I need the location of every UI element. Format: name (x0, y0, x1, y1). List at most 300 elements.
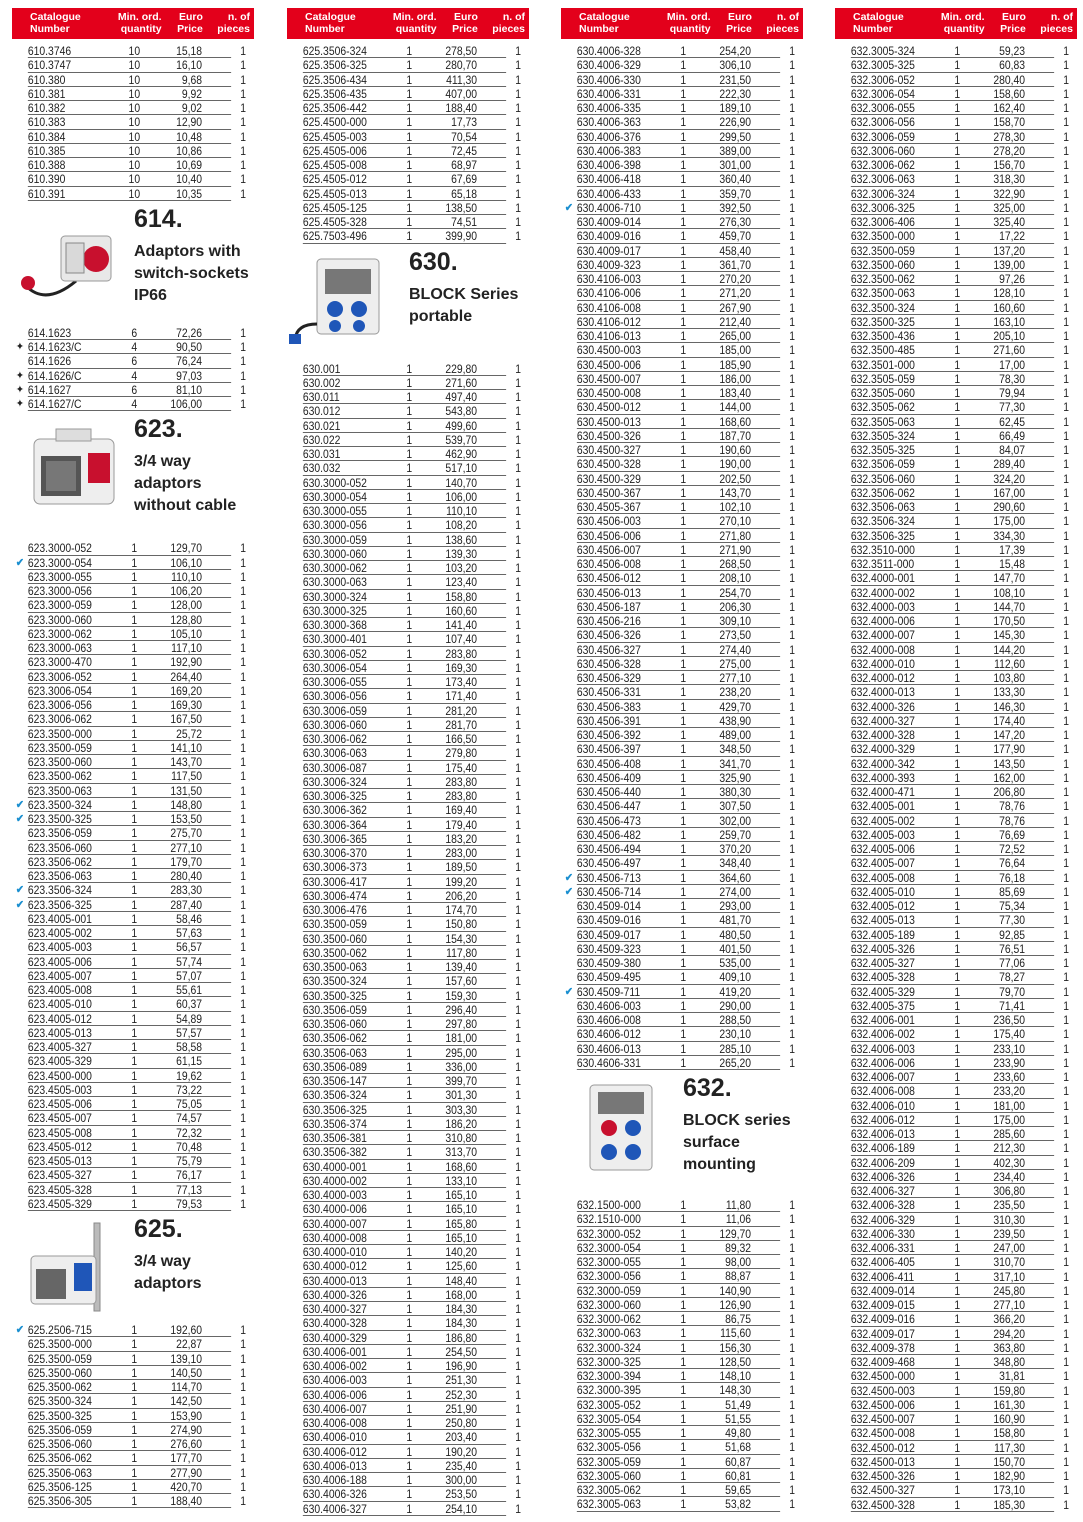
row-marker (561, 472, 577, 486)
pieces: 1 (240, 698, 247, 712)
table-row (835, 1056, 1077, 1070)
pieces: 1 (240, 1097, 247, 1111)
min-order-quantity: 1 (406, 404, 413, 419)
catalogue-number: 632.4006-001 (850, 1013, 915, 1027)
table-row (835, 814, 1077, 828)
pieces: 1 (515, 760, 522, 775)
row-marker (561, 514, 577, 528)
min-order-quantity: 1 (954, 457, 961, 472)
euro-price: 185,30 (993, 1497, 1026, 1512)
pieces: 1 (1063, 1426, 1070, 1441)
row-marker (561, 343, 577, 357)
row-marker (561, 158, 577, 172)
min-order-quantity: 1 (406, 172, 413, 187)
euro-price: 138,60 (445, 532, 478, 547)
row-marker (561, 685, 577, 699)
table-row (561, 472, 803, 486)
row-marker (835, 942, 851, 956)
row-marker (287, 376, 303, 390)
table-row (287, 675, 529, 689)
catalogue-number: 623.4005-327 (27, 1040, 92, 1054)
euro-price: 117,80 (446, 945, 478, 960)
table-row (835, 87, 1077, 101)
pieces: 1 (1063, 1255, 1070, 1270)
pieces: 1 (1063, 1127, 1070, 1141)
catalogue-number: 632.4500-008 (850, 1426, 915, 1441)
table-row (561, 144, 803, 158)
catalogue-number: 630.3006-062 (302, 732, 367, 746)
euro-price: 235,50 (993, 1198, 1026, 1213)
min-order-quantity: 1 (954, 400, 961, 415)
pieces: 1 (240, 954, 247, 969)
euro-price: 300,00 (445, 1473, 478, 1487)
pieces: 1 (515, 1002, 522, 1017)
min-order-quantity: 6 (131, 354, 138, 369)
description-line: surface (683, 1134, 740, 1151)
min-order-quantity: 1 (131, 883, 138, 898)
catalogue-number: 630.3006-325 (302, 789, 367, 803)
catalogue-number: 625.7503-496 (302, 229, 367, 244)
row-marker (835, 1113, 851, 1127)
row-marker (12, 969, 28, 983)
euro-price: 142,50 (170, 1394, 203, 1409)
catalogue-number: 610.3746 (27, 44, 72, 58)
euro-price: 128,50 (719, 1354, 752, 1369)
euro-price: 283,00 (445, 846, 478, 860)
table-row (287, 1274, 529, 1288)
table-row (835, 757, 1077, 771)
pieces: 1 (1063, 257, 1070, 272)
euro-price: 265,00 (719, 329, 752, 343)
pieces: 1 (515, 1145, 522, 1160)
min-order-quantity: 1 (954, 1070, 961, 1084)
row-marker (287, 215, 303, 229)
catalogue-number: 632.4000-393 (850, 770, 915, 785)
pieces: 1 (789, 443, 796, 457)
min-order-quantity: 1 (406, 475, 413, 490)
pieces: 1 (240, 1139, 247, 1154)
table-row (835, 1369, 1077, 1383)
catalogue-number: 610.380 (27, 72, 66, 87)
table-row (12, 798, 254, 812)
min-order-quantity: 1 (954, 215, 961, 229)
pieces: 1 (789, 1198, 796, 1212)
euro-price: 117,30 (994, 1440, 1026, 1455)
euro-price: 129,70 (170, 541, 203, 556)
euro-price: 110,10 (446, 504, 478, 518)
pieces: 1 (789, 927, 796, 942)
min-order-quantity: 1 (406, 1501, 413, 1516)
pieces: 1 (1063, 329, 1070, 343)
min-order-quantity: 1 (131, 1337, 138, 1352)
min-order-quantity: 1 (406, 774, 413, 789)
row-marker (561, 956, 577, 970)
catalogue-number: 632.4006-209 (850, 1155, 915, 1170)
euro-price: 293,00 (719, 899, 752, 913)
min-order-quantity: 1 (406, 1302, 413, 1316)
table-row (12, 670, 254, 684)
table-row (561, 514, 803, 528)
min-order-quantity: 1 (680, 143, 687, 158)
row-marker (287, 889, 303, 903)
row-marker (12, 784, 28, 798)
euro-price: 129,70 (719, 1226, 752, 1241)
row-marker (835, 115, 851, 129)
min-order-quantity: 1 (954, 557, 961, 571)
table-row (835, 885, 1077, 899)
row-marker (287, 73, 303, 87)
pieces: 1 (789, 785, 796, 799)
euro-price: 17,00 (999, 357, 1026, 372)
row-marker (835, 1284, 851, 1298)
table-row (835, 871, 1077, 885)
euro-price: 205,10 (993, 329, 1026, 343)
pieces: 1 (789, 756, 796, 771)
catalogue-number: 632.3506-060 (850, 471, 915, 486)
min-order-quantity: 1 (680, 827, 687, 842)
min-order-quantity: 1 (680, 314, 687, 329)
catalogue-number: 630.4000-003 (302, 1188, 367, 1202)
min-order-quantity: 1 (406, 974, 413, 989)
pieces: 1 (1063, 1212, 1070, 1227)
pieces: 1 (515, 603, 522, 618)
min-order-quantity: 1 (406, 817, 413, 832)
row-marker (12, 769, 28, 783)
catalogue-number: 630.3006-060 (302, 717, 367, 732)
min-order-quantity: 1 (954, 158, 961, 172)
table-row (835, 315, 1077, 329)
catalogue-number: 632.4006-327 (850, 1184, 915, 1198)
row-marker (835, 1341, 851, 1355)
pieces: 1 (1063, 1340, 1070, 1355)
euro-price: 203,40 (445, 1430, 478, 1445)
min-order-quantity: 1 (406, 158, 413, 172)
price-header: Euro Price (1000, 11, 1026, 35)
euro-price: 206,80 (993, 785, 1026, 799)
min-order-quantity: 1 (954, 1340, 961, 1355)
table-row (561, 742, 803, 756)
min-order-quantity: 1 (406, 361, 413, 376)
pieces: 1 (1063, 314, 1070, 329)
euro-price: 86,75 (725, 1312, 752, 1326)
catalogue-number: 630.4509-711 (576, 984, 641, 999)
min-order-quantity: 1 (680, 856, 687, 871)
product-image (16, 421, 126, 521)
min-order-quantity: 1 (954, 799, 961, 814)
min-order-quantity: 1 (131, 669, 138, 684)
table-row (835, 73, 1077, 87)
catalogue-number: 625.4505-006 (302, 143, 367, 158)
row-marker (287, 115, 303, 129)
pieces: 1 (240, 1025, 247, 1040)
pieces: 1 (1063, 1198, 1070, 1213)
table-row (561, 1426, 803, 1440)
euro-price: 310,80 (445, 1131, 478, 1145)
table-row (561, 657, 803, 671)
euro-price: 147,70 (993, 571, 1026, 586)
row-marker (561, 1298, 577, 1312)
pieces: 1 (240, 854, 247, 869)
min-order-quantity: 1 (954, 1355, 961, 1369)
table-row (835, 571, 1077, 585)
min-order-quantity: 1 (406, 732, 413, 746)
row-marker (287, 1245, 303, 1259)
euro-price: 51,55 (725, 1411, 752, 1426)
table-row (12, 58, 254, 72)
euro-price: 402,30 (993, 1155, 1026, 1170)
min-order-quantity: 1 (131, 655, 138, 670)
pieces: 1 (515, 1116, 522, 1131)
euro-price: 166,50 (445, 732, 478, 746)
row-marker (835, 457, 851, 471)
pieces: 1 (240, 940, 247, 955)
min-order-quantity: 1 (131, 1465, 138, 1480)
table-row (561, 685, 803, 699)
min-order-quantity: 1 (131, 911, 138, 926)
min-order-quantity: 1 (131, 541, 138, 556)
pieces: 1 (515, 86, 522, 101)
min-order-quantity: 1 (954, 642, 961, 657)
table-row (287, 590, 529, 604)
table-row (561, 529, 803, 543)
euro-price: 202,50 (719, 471, 752, 486)
pieces: 1 (1063, 215, 1070, 229)
min-order-quantity: 1 (680, 813, 687, 828)
pieces: 1 (515, 1245, 522, 1259)
pieces: 1 (1063, 286, 1070, 301)
pieces: 1 (1063, 72, 1070, 87)
min-order-quantity: 1 (954, 813, 961, 828)
table-row (561, 258, 803, 272)
pieces: 1 (515, 518, 522, 533)
pieces: 1 (1063, 642, 1070, 657)
pieces: 1 (789, 72, 796, 87)
euro-price: 271,80 (719, 528, 752, 543)
row-marker (12, 1012, 28, 1026)
table-row (12, 784, 254, 798)
euro-price: 89,32 (725, 1240, 752, 1255)
catalogue-number: 632.4005-002 (850, 813, 915, 828)
table-row (12, 1337, 254, 1351)
row-marker (287, 1074, 303, 1088)
min-order-quantity: 1 (680, 1454, 687, 1469)
euro-price: 359,70 (719, 186, 752, 201)
table-row (835, 358, 1077, 372)
table-row (12, 1366, 254, 1380)
row-marker (561, 1326, 577, 1340)
table-row (561, 714, 803, 728)
euro-price: 185,90 (719, 357, 752, 372)
pieces: 1 (515, 1430, 522, 1445)
table-row (287, 789, 529, 803)
min-order-quantity: 1 (954, 1469, 961, 1483)
euro-price: 143,70 (719, 485, 752, 500)
table-row (561, 728, 803, 742)
pieces: 1 (1063, 713, 1070, 728)
pieces: 1 (515, 432, 522, 447)
euro-price: 158,60 (993, 86, 1026, 101)
table-row (561, 329, 803, 343)
pieces: 1 (240, 669, 247, 684)
table-row (835, 1426, 1077, 1440)
euro-price: 66,49 (999, 428, 1026, 443)
euro-price: 190,00 (719, 457, 752, 472)
pieces: 1 (789, 941, 796, 956)
min-order-quantity: 1 (131, 1054, 138, 1069)
pieces: 1 (789, 742, 796, 757)
row-marker (835, 1483, 851, 1497)
euro-price: 318,30 (993, 172, 1026, 187)
min-order-quantity: 10 (128, 186, 141, 201)
pieces: 1 (240, 997, 247, 1012)
row-marker (287, 946, 303, 960)
row-marker (12, 1409, 28, 1423)
table-row (835, 1070, 1077, 1084)
catalogue-number: 630.3006-365 (302, 831, 367, 846)
row-marker (835, 885, 851, 899)
euro-price: 58,46 (176, 911, 203, 926)
catalogue-number: 614.1627 (27, 382, 72, 397)
min-order-quantity: 1 (680, 1283, 687, 1298)
catalogue-number: 632.4006-326 (850, 1169, 915, 1184)
row-marker (561, 315, 577, 329)
min-order-quantity: 1 (680, 713, 687, 728)
pieces: 1 (789, 970, 796, 985)
min-order-quantity: 1 (954, 1497, 961, 1512)
pieces: 1 (515, 1230, 522, 1245)
row-marker (835, 1327, 851, 1341)
catalogue-number: 614.1626/C (27, 368, 82, 383)
table-row (561, 1341, 803, 1355)
table-row (835, 172, 1077, 186)
catalogue-number: 630.4006-327 (302, 1501, 367, 1516)
table-row (835, 1327, 1077, 1341)
table-row (835, 201, 1077, 215)
table-row (12, 955, 254, 969)
euro-price: 181,00 (445, 1031, 478, 1046)
min-order-quantity: 1 (954, 742, 961, 757)
catalogue-number: 630.002 (302, 375, 341, 390)
table-row (287, 87, 529, 101)
row-marker (287, 447, 303, 461)
catalogue-number: 632.4006-010 (850, 1098, 915, 1113)
euro-price: 285,10 (719, 1041, 752, 1056)
euro-price: 72,52 (999, 842, 1026, 856)
min-order-quantity: 1 (131, 598, 138, 613)
catalogue-number: 630.4506-392 (576, 728, 641, 742)
pieces: 1 (789, 713, 796, 728)
catalogue-number: 630.3006-054 (302, 660, 367, 675)
table-row (287, 1217, 529, 1231)
pieces: 1 (240, 72, 247, 87)
catalogue-number: 632.3500-000 (850, 229, 915, 244)
pieces: 1 (515, 1302, 522, 1316)
euro-price: 169,30 (445, 660, 478, 675)
euro-price: 90,50 (176, 340, 203, 354)
catalogue-number: 630.4606-008 (576, 1013, 641, 1027)
euro-price: 144,00 (719, 400, 752, 415)
pieces: 1 (515, 200, 522, 215)
euro-price: 290,00 (719, 998, 752, 1013)
pieces: 1 (1063, 699, 1070, 714)
euro-price: 62,45 (999, 414, 1026, 429)
min-order-quantity: 1 (680, 457, 687, 472)
table-row (835, 500, 1077, 514)
pieces: 1 (240, 115, 247, 130)
catalogue-number: 630.3006-055 (302, 675, 367, 689)
min-order-quantity: 1 (406, 1088, 413, 1103)
table-row (287, 1245, 529, 1259)
min-order-quantity: 1 (406, 561, 413, 575)
table-row (561, 244, 803, 258)
catalogue-number: 630.3006-063 (302, 746, 367, 761)
pieces: 1 (1063, 742, 1070, 757)
row-marker (287, 187, 303, 201)
pieces: 1 (789, 229, 796, 244)
table-row (561, 500, 803, 514)
pieces: 1 (789, 400, 796, 415)
euro-price: 280,70 (445, 58, 478, 73)
min-order-quantity: 1 (954, 956, 961, 970)
pieces: 1 (789, 1483, 796, 1497)
row-marker (287, 875, 303, 889)
min-order-quantity: 1 (680, 1055, 687, 1070)
euro-price: 254,10 (445, 1501, 478, 1516)
catalogue-number: 630.3506-381 (302, 1131, 367, 1145)
min-order-quantity: 1 (680, 927, 687, 942)
table-row (835, 329, 1077, 343)
pieces: 1 (515, 632, 522, 647)
min-order-quantity: 1 (954, 998, 961, 1013)
min-order-quantity: 10 (128, 44, 141, 58)
catalogue-number: 632.4500-327 (850, 1483, 915, 1498)
row-marker (287, 846, 303, 860)
catalogue-number: 632.3500-062 (850, 272, 915, 286)
row-marker (835, 1056, 851, 1070)
row-marker (835, 614, 851, 628)
table-row (835, 928, 1077, 942)
euro-price: 274,00 (719, 884, 752, 899)
pieces: 1 (515, 447, 522, 461)
pieces: 1 (240, 726, 247, 741)
euro-price: 156,70 (993, 158, 1026, 172)
row-marker (835, 657, 851, 671)
catalogue-number: 632.4006-189 (850, 1141, 915, 1156)
catalogue-number: 632.4005-008 (850, 870, 915, 885)
row-marker (561, 244, 577, 258)
row-marker (287, 1459, 303, 1473)
min-order-quantity: 1 (131, 1097, 138, 1111)
min-order-quantity: 1 (131, 854, 138, 869)
table-row (12, 1012, 254, 1026)
catalogue-number: 632.4005-012 (850, 899, 915, 913)
row-marker (287, 1416, 303, 1430)
euro-price: 65,18 (451, 186, 478, 201)
catalogue-number: 614.1623/C (27, 340, 82, 354)
check-icon: ✔ (15, 813, 24, 825)
catalogue-number: 632.3510-000 (850, 542, 915, 557)
row-marker (287, 1274, 303, 1288)
row-marker (12, 997, 28, 1011)
pieces: 1 (240, 1422, 247, 1437)
pieces: 1 (1063, 514, 1070, 529)
row-marker (835, 1156, 851, 1170)
catalogue-number: 623.4005-006 (27, 954, 92, 969)
euro-price: 144,70 (993, 599, 1026, 614)
table-row (835, 130, 1077, 144)
euro-price: 58,58 (176, 1040, 203, 1054)
euro-price: 236,50 (993, 1013, 1026, 1027)
